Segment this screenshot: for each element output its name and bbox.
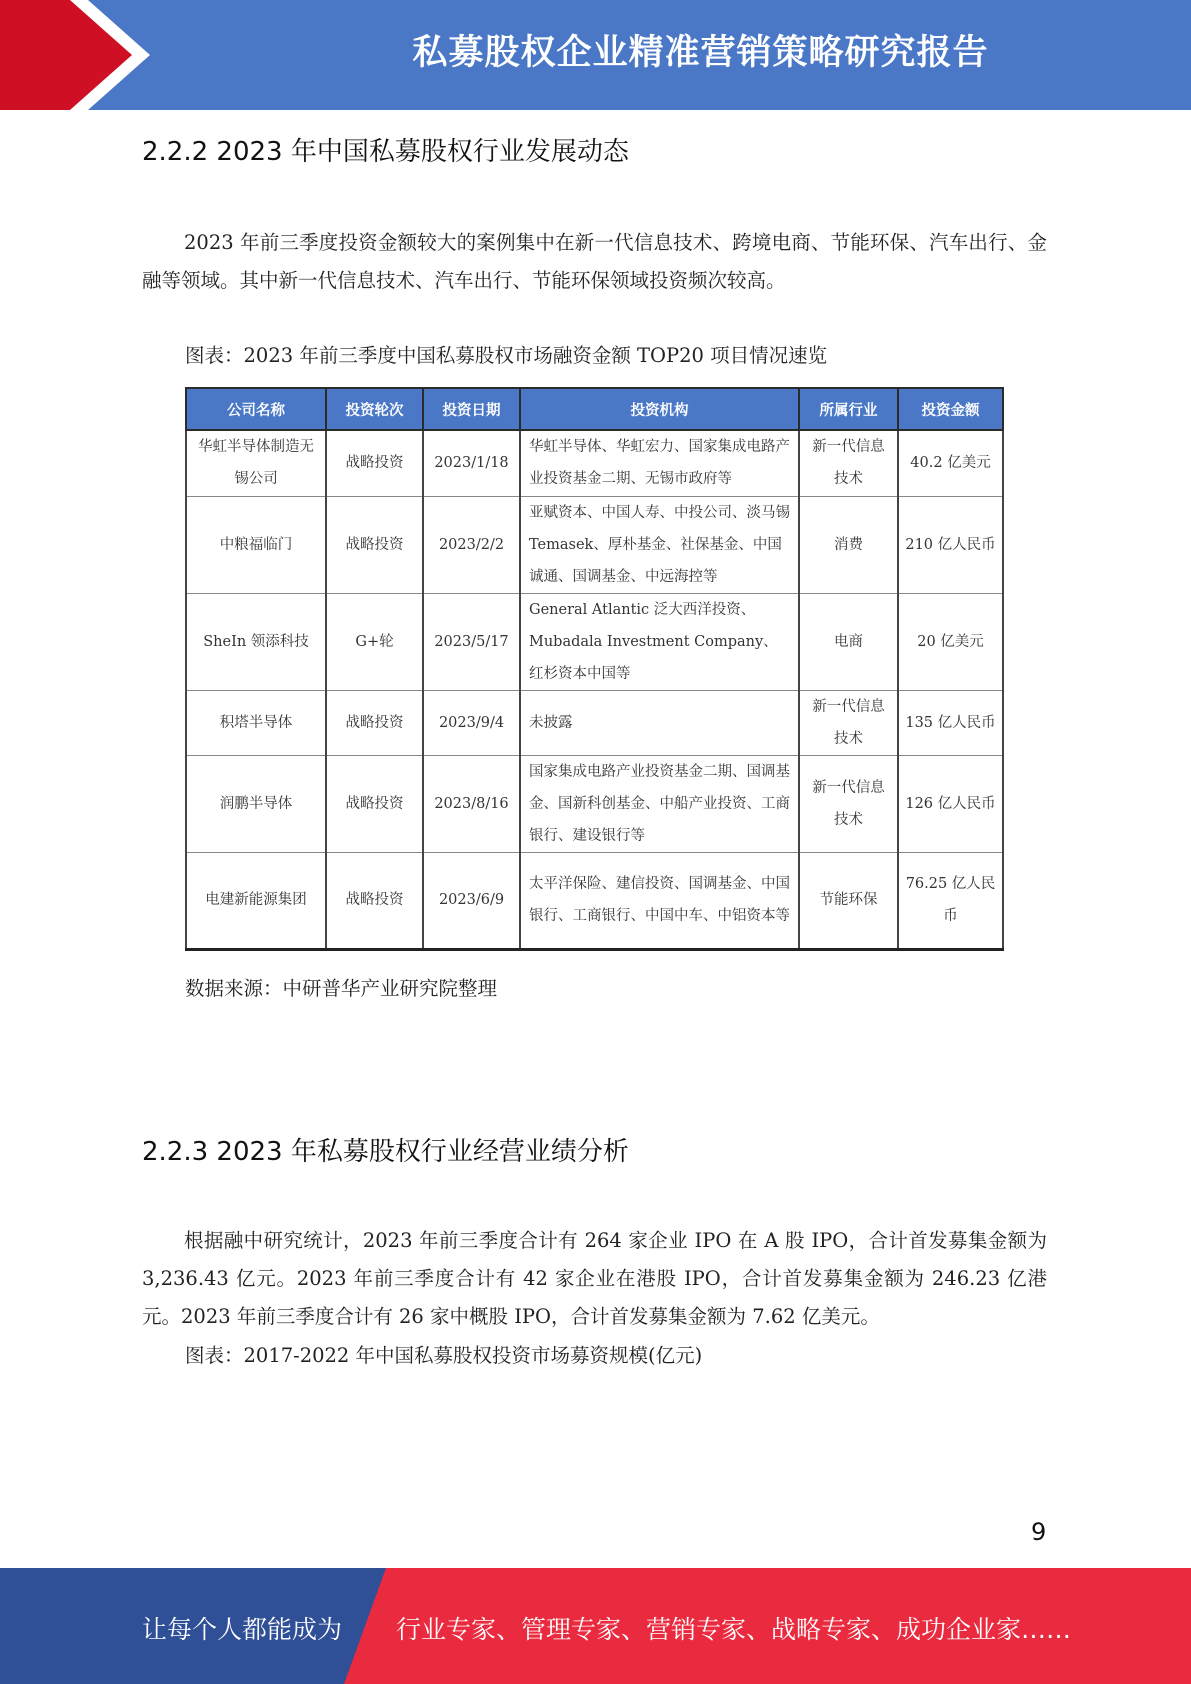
cell-investors: 未披露	[520, 690, 799, 755]
cell-industry: 消费	[799, 496, 898, 593]
cell-industry: 节能环保	[799, 852, 898, 949]
cell-amount: 76.25 亿人民币	[898, 852, 1003, 949]
page-header	[0, 0, 1191, 110]
cell-amount: 210 亿人民币	[898, 496, 1003, 593]
column-header-round: 投资轮次	[326, 388, 423, 430]
cell-company: 中粮福临门	[186, 496, 326, 593]
cell-industry: 电商	[799, 593, 898, 690]
table-header-row	[186, 388, 1003, 430]
cell-date: 2023/2/2	[423, 496, 520, 593]
cell-industry: 新一代信息技术	[799, 690, 898, 755]
report-title: 私募股权企业精准营销策略研究报告	[412, 33, 989, 73]
cell-investors: 太平洋保险、建信投资、国调基金、中国银行、工商银行、中国中车、中铝资本等	[520, 852, 799, 949]
cell-round: G+轮	[326, 593, 423, 690]
page-number: 9	[1031, 1518, 1047, 1546]
top20-table	[185, 387, 1002, 951]
column-header-industry: 所属行业	[799, 388, 898, 430]
footer-slogan-left: 让每个人都能成为	[142, 1615, 343, 1644]
cell-amount: 20 亿美元	[898, 593, 1003, 690]
cell-company: 积塔半导体	[186, 690, 326, 755]
cell-investors: General Atlantic 泛大西洋投资、Mubadala Investment Company、红杉资本中国等	[520, 593, 799, 690]
cell-industry: 新一代信息技术	[799, 755, 898, 852]
column-header-company: 公司名称	[186, 388, 326, 430]
data-source-note: 数据来源：中研普华产业研究院整理	[185, 977, 498, 1000]
table-row	[186, 755, 1003, 852]
cell-company: 华虹半导体制造无锡公司	[186, 430, 326, 496]
table-row	[186, 593, 1003, 690]
cell-company: 电建新能源集团	[186, 852, 326, 949]
footer-slogan-right: 行业专家、管理专家、营销专家、战略专家、成功企业家……	[396, 1615, 1072, 1644]
cell-date: 2023/6/9	[423, 852, 520, 949]
section2-paragraph: 根据融中研究统计，2023 年前三季度合计有 264 家企业 IPO 在 A 股 IPO，合计首发募集金额为 3,236.43 亿元。2023 年前三季度合计有 42 家企业在港股 IPO，合计首发募集金额为 246.23 亿港元。2023 年前三季度合计有 26 家中概股 IPO，合计首发募集金额为 7.62 亿美元。	[142, 1229, 1047, 1328]
column-header-amount: 投资金额	[898, 388, 1003, 430]
cell-investors: 华虹半导体、华虹宏力、国家集成电路产业投资基金二期、无锡市政府等	[520, 430, 799, 496]
cell-amount: 126 亿人民币	[898, 755, 1003, 852]
cell-date: 2023/8/16	[423, 755, 520, 852]
section1-paragraph: 2023 年前三季度投资金额较大的案例集中在新一代信息技术、跨境电商、节能环保、汽车出行、金融等领域。其中新一代信息技术、汽车出行、节能环保领域投资频次较高。	[142, 231, 1047, 292]
cell-round: 战略投资	[326, 755, 423, 852]
cell-company: SheIn 领添科技	[186, 593, 326, 690]
cell-round: 战略投资	[326, 496, 423, 593]
cell-date: 2023/1/18	[423, 430, 520, 496]
cell-amount: 40.2 亿美元	[898, 430, 1003, 496]
table-row	[186, 852, 1003, 949]
section-heading-2-2-3: 2.2.3 2023 年私募股权行业经营业绩分析	[142, 1137, 629, 1167]
table-row	[186, 690, 1003, 755]
cell-round: 战略投资	[326, 852, 423, 949]
section-heading-2-2-2: 2.2.2 2023 年中国私募股权行业发展动态	[142, 137, 629, 167]
cell-date: 2023/9/4	[423, 690, 520, 755]
table-row	[186, 430, 1003, 496]
cell-investors: 亚赋资本、中国人寿、中投公司、淡马锡 Temasek、厚朴基金、社保基金、中国诚通、国调基金、中远海控等	[520, 496, 799, 593]
cell-round: 战略投资	[326, 430, 423, 496]
cell-investors: 国家集成电路产业投资基金二期、国调基金、国新科创基金、中船产业投资、工商银行、建设银行等	[520, 755, 799, 852]
table-row	[186, 496, 1003, 593]
cell-date: 2023/5/17	[423, 593, 520, 690]
cell-round: 战略投资	[326, 690, 423, 755]
column-header-investors: 投资机构	[520, 388, 799, 430]
cell-industry: 新一代信息技术	[799, 430, 898, 496]
table-caption: 图表：2023 年前三季度中国私募股权市场融资金额 TOP20 项目情况速览	[185, 344, 828, 367]
column-header-date: 投资日期	[423, 388, 520, 430]
chart-caption: 图表：2017-2022 年中国私募股权投资市场募资规模(亿元)	[185, 1344, 703, 1367]
cell-company: 润鹏半导体	[186, 755, 326, 852]
page-footer	[0, 1568, 1191, 1684]
cell-amount: 135 亿人民币	[898, 690, 1003, 755]
